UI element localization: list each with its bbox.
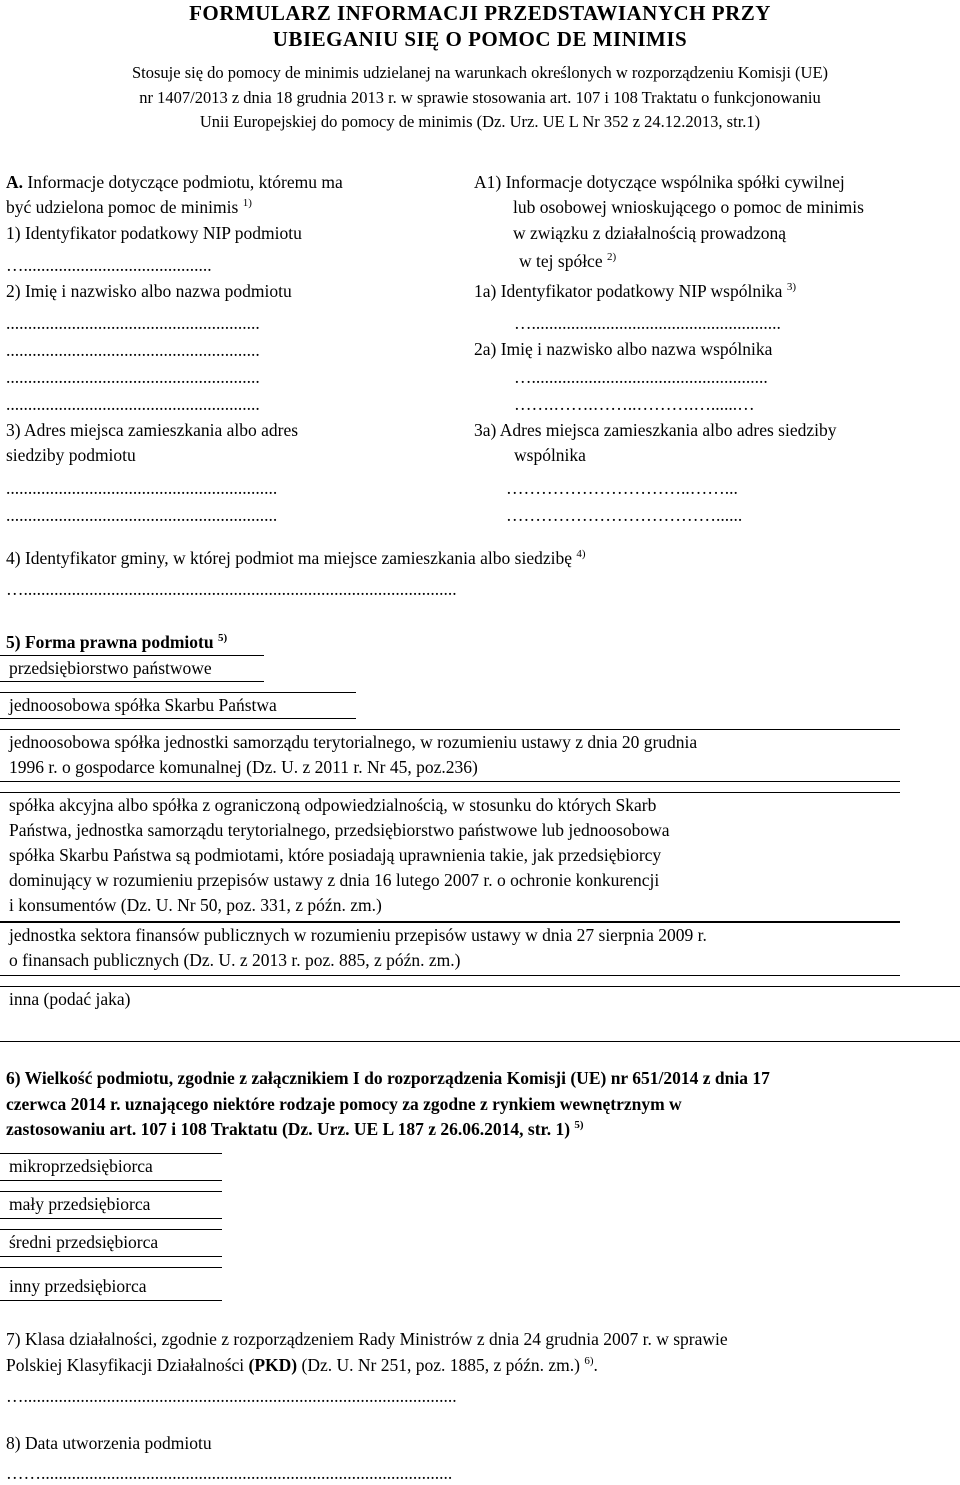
legal-form-option-public-finance-unit[interactable]: [0, 922, 900, 976]
field-partner-nip-label-text: 1a) Identyfikator podatkowy NIP wspólnika: [474, 281, 787, 301]
field-address-label: 3) Adres miejsca zamieszkania albo adres: [6, 420, 299, 440]
size-option-medium[interactable]: [0, 1229, 222, 1257]
field-partner-address-label: 3a) Adres miejsca zamieszkania albo adres siedziby: [474, 420, 837, 440]
section-6-label-line1: 6) Wielkość podmiotu, zgodnie z załącznikiem I do rozporządzenia Komisji (UE) nr 651/2014 z dnia 17: [6, 1068, 770, 1088]
pkd-abbreviation: (PKD): [248, 1355, 298, 1375]
legal-form-option-state-enterprise[interactable]: [0, 655, 264, 682]
size-option-label: średni przedsiębiorca: [9, 1232, 159, 1252]
legal-form-option-label-line2: o finansach publicznych (Dz. U. z 2013 r. poz. 885, z późn. zm.): [9, 950, 461, 970]
form-title-line2: UBIEGANIU SIĘ O POMOC DE MINIMIS: [272, 27, 688, 51]
footnote-ref: 1): [242, 197, 252, 210]
footnote-ref: 5): [574, 1119, 584, 1132]
form-title-line1: FORMULARZ INFORMACJI PRZEDSTAWIANYCH PRZY: [189, 1, 771, 25]
legal-form-option-label-line1: spółka akcyjna albo spółka z ograniczoną odpowiedzialnością, w stosunku do których Skarb: [9, 795, 657, 815]
legal-form-option-label-line1: jednoosobowa spółka jednostki samorządu terytorialnego, w rozumieniu ustawy z dnia 20 grudnia: [9, 732, 698, 752]
legal-form-option-label-line2: Państwa, jednostka samorządu terytorialnego, przedsiębiorstwo państwowe lub jednoosobowa: [9, 820, 670, 840]
section-7-label-line2-rest: (Dz. U. Nr 251, poz. 1885, z późn. zm.): [297, 1355, 585, 1375]
size-option-micro[interactable]: [0, 1153, 222, 1181]
footnote-ref: 5): [217, 632, 228, 645]
field-partner-nip-label: [474, 280, 796, 303]
section-a1-heading: A1) Informacje dotyczące wspólnika spółki cywilnej: [474, 172, 845, 192]
legal-form-option-label-line5: i konsumentów (Dz. U. Nr 50, poz. 331, z późn. zm.): [9, 895, 382, 915]
legal-basis-line3: Unii Europejskiej do pomocy de minimis (Dz. Urz. UE L Nr 352 z 24.12.2013, str.1): [199, 112, 761, 131]
section-7-label-line2-text: Polskiej Klasyfikacji Działalności: [6, 1355, 249, 1375]
field-name-label: 2) Imię i nazwisko albo nazwa podmiotu: [6, 281, 292, 301]
legal-form-option-controlled-company[interactable]: [0, 792, 900, 922]
legal-basis-line1: Stosuje się do pomocy de minimis udzielanej na warunkach określonych w rozporządzeniu Komisji (UE): [131, 63, 829, 82]
legal-form-option-label: inna (podać jaka): [9, 989, 131, 1009]
field-partner-nip-value[interactable]: ….........................................................: [514, 313, 781, 333]
section-a-heading-text: Informacje dotyczące podmiotu, któremu ma: [23, 172, 343, 192]
field-partner-address-value-line1[interactable]: …………………………..……...: [506, 478, 738, 498]
legal-form-option-label: jednoosobowa spółka Skarbu Państwa: [9, 695, 277, 715]
footnote-ref: 6): [584, 1355, 594, 1368]
form-title: [0, 0, 960, 52]
field-partner-address-label-line2: wspólnika: [514, 445, 586, 465]
section-7-label-line1: 7) Klasa działalności, zgodnie z rozporządzeniem Rady Ministrów z dnia 24 grudnia 2007 r. w sprawie: [6, 1329, 728, 1349]
legal-form-option-label: przedsiębiorstwo państwowe: [9, 658, 212, 678]
legal-form-option-other[interactable]: [0, 986, 960, 1042]
footnote-ref: 4): [576, 548, 586, 561]
section-7-label-line2: [6, 1354, 598, 1377]
section-a1-heading-line2: lub osobowej wnioskującego o pomoc de minimis: [513, 197, 864, 217]
legal-form-option-label-line1: jednostka sektora finansów publicznych w rozumieniu przepisów ustawy w dnia 27 sierpnia 2009 r.: [9, 925, 707, 945]
field-name-value-line1[interactable]: ..........................................................: [6, 313, 260, 333]
field-address-value-line1[interactable]: ..............................................................: [6, 478, 278, 498]
field-name-value-line2[interactable]: ..........................................................: [6, 340, 260, 360]
section-7-value[interactable]: …...................................................................................................: [6, 1386, 457, 1406]
section-4-value[interactable]: …...................................................................................................: [6, 579, 457, 599]
field-nip-value[interactable]: …...........................................: [6, 255, 212, 275]
field-partner-name-value-line1[interactable]: …......................................................: [514, 367, 768, 387]
section-7-label-end: .: [593, 1355, 598, 1375]
section-4-label-text: 4) Identyfikator gminy, w której podmiot ma miejsce zamieszkania albo siedzibę: [6, 548, 577, 568]
section-a1-heading-line4: [519, 250, 616, 273]
size-option-label: inny przedsiębiorca: [9, 1276, 147, 1296]
footnote-ref: 2): [606, 251, 617, 264]
field-address-value-line2[interactable]: ..............................................................: [6, 505, 278, 525]
legal-form-option-local-government-company[interactable]: [0, 729, 900, 782]
field-name-value-line3[interactable]: ..........................................................: [6, 367, 260, 387]
section-8-label: 8) Data utworzenia podmiotu: [6, 1433, 212, 1453]
section-a-letter: A.: [6, 172, 24, 192]
section-6-label-line3-text: zastosowaniu art. 107 i 108 Traktatu (Dz. Urz. UE L 187 z 26.06.2014, str. 1): [6, 1119, 575, 1139]
section-a-heading-line2: [6, 196, 252, 219]
field-nip-label: 1) Identyfikator podatkowy NIP podmiotu: [6, 223, 302, 243]
section-6-label-line3: [6, 1118, 584, 1141]
size-option-other[interactable]: [0, 1267, 222, 1301]
size-option-small[interactable]: [0, 1191, 222, 1219]
section-5-label: [6, 631, 227, 654]
section-8-value[interactable]: ……..............................................................................................: [6, 1463, 453, 1483]
field-name-value-line4[interactable]: ..........................................................: [6, 394, 260, 414]
legal-form-option-label-line3: spółka Skarbu Państwa są podmiotami, które posiadają uprawnienia takie, jak przedsiębiorcy: [9, 845, 662, 865]
section-a1-heading-line4-text: w tej spółce: [519, 251, 607, 271]
section-a-heading-line2-text: być udzielona pomoc de minimis: [6, 197, 243, 217]
section-a-heading: [6, 171, 343, 194]
legal-basis: [0, 61, 960, 135]
legal-form-option-treasury-company[interactable]: [0, 692, 356, 719]
size-option-label: mikroprzedsiębiorca: [9, 1156, 153, 1176]
section-4-label: [6, 547, 586, 570]
section-5-label-text: 5) Forma prawna podmiotu: [6, 632, 218, 652]
section-6-label-line2: czerwca 2014 r. uznającego niektóre rodzaje pomocy za zgodne z rynkiem wewnętrznym w: [6, 1094, 682, 1114]
size-option-label: mały przedsiębiorca: [9, 1194, 151, 1214]
field-partner-name-value-line2[interactable]: …….…….……..……….…......…: [514, 394, 755, 414]
field-partner-name-label: 2a) Imię i nazwisko albo nazwa wspólnika: [474, 339, 773, 359]
footnote-ref: 3): [786, 281, 797, 294]
section-a1-heading-line3: w związku z działalnością prowadzoną: [513, 223, 787, 243]
field-partner-address-value-line2[interactable]: ………………………………......: [506, 505, 743, 525]
legal-basis-line2: nr 1407/2013 z dnia 18 grudnia 2013 r. w sprawie stosowania art. 107 i 108 Traktatu o funkcjonowaniu: [139, 87, 821, 107]
legal-form-option-label-line2: 1996 r. o gospodarce komunalnej (Dz. U. z 2011 r. Nr 45, poz.236): [9, 757, 478, 777]
field-address-label-line2: siedziby podmiotu: [6, 445, 136, 465]
legal-form-option-label-line4: dominujący w rozumieniu przepisów ustawy z dnia 16 lutego 2007 r. o ochronie konkurencji: [9, 870, 660, 890]
